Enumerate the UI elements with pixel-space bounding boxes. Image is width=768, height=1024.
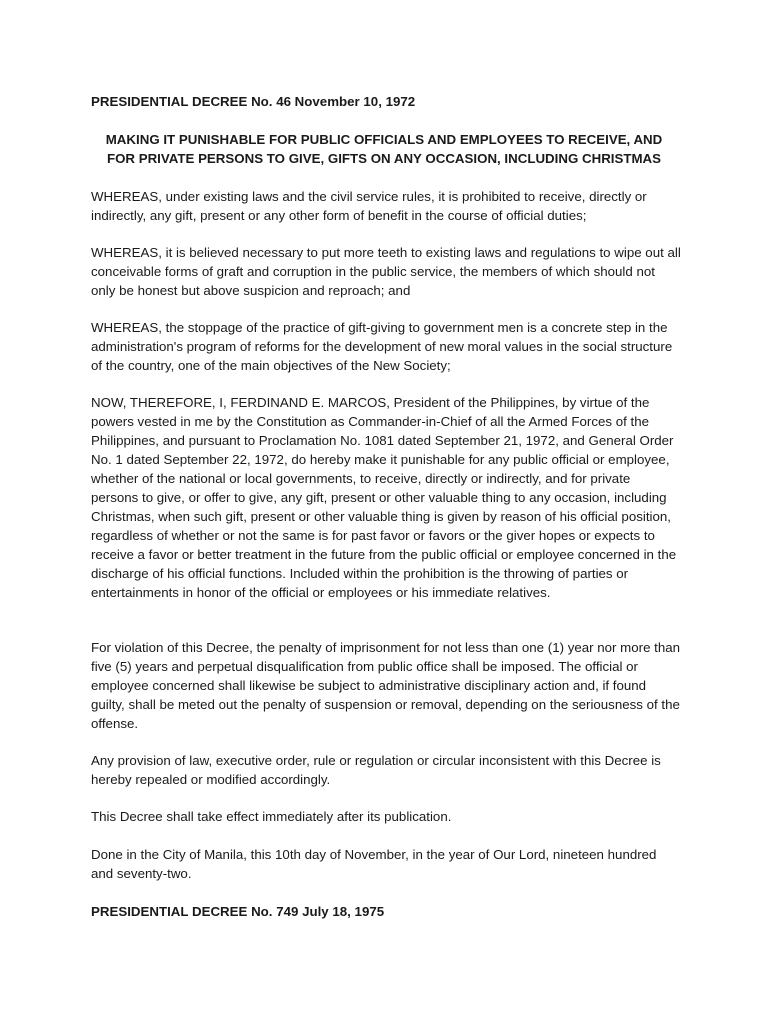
- now-therefore-paragraph: NOW, THEREFORE, I, FERDINAND E. MARCOS, President of the Philippines, by virtue of the powers vested in me by the Constitution as Commander-in-Chief of all the Armed Forces of the Philippines, and pursuant to Proclamation No. 1081 dated September 21, 1972, and General Order No. 1 dated September 22, 1972, do hereby make it punishable for any public official or employee, whether of the national or local governments, to receive, directly or indirectly, and for private persons to give, or offer to give, any gift, present or other valuable thing to any occasion, including Christmas, when such gift, present or other valuable thing is given by reason of his official position, regardless of whether or not the same is for past favor or favors or the giver hopes or expects to receive a favor or better treatment in the future from the public official or employee concerned in the discharge of his official functions. Included within the prohibition is the throwing of parties or entertainments in honor of the official or employees or his immediate relatives.: [91, 395, 677, 600]
- decree-title: MAKING IT PUNISHABLE FOR PUBLIC OFFICIALS AND EMPLOYEES TO RECEIVE, AND FOR PRIVATE PERSONS TO GIVE, GIFTS ON ANY OCCASION, INCLUDING CHRISTMAS: [105, 132, 663, 166]
- whereas-paragraph-3: WHEREAS, the stoppage of the practice of gift-giving to government men is a concrete step in the administration's program of reforms for the development of new moral values in the social structure of the country, one of the main objectives of the New Society;: [91, 320, 673, 373]
- repealing-clause-paragraph: Any provision of law, executive order, rule or regulation or circular inconsistent with this Decree is hereby repealed or modified accordingly.: [91, 753, 661, 787]
- whereas-paragraph-1: WHEREAS, under existing laws and the civil service rules, it is prohibited to receive, directly or indirectly, any gift, present or any other form of benefit in the course of official duties;: [91, 189, 647, 223]
- whereas-paragraph-2: WHEREAS, it is believed necessary to put more teeth to existing laws and regulations to wipe out all conceivable forms of graft and corruption in the public service, the members of which should not only be honest but above suspicion and reproach; and: [91, 245, 681, 298]
- next-decree-heading: PRESIDENTIAL DECREE No. 749 July 18, 1975: [91, 904, 385, 919]
- done-in-manila-paragraph: Done in the City of Manila, this 10th day of November, in the year of Our Lord, nineteen hundred and seventy-two.: [91, 847, 657, 881]
- effectivity-paragraph: This Decree shall take effect immediately after its publication.: [91, 809, 452, 824]
- penalty-paragraph: For violation of this Decree, the penalty of imprisonment for not less than one (1) year nor more than five (5) years and perpetual disqualification from public office shall be imposed. The official or employee concerned shall likewise be subject to administrative disciplinary action and, if found guilty, shall be meted out the penalty of suspension or removal, depending on the seriousness of the offense.: [91, 640, 681, 731]
- decree-heading: PRESIDENTIAL DECREE No. 46 November 10, 1972: [91, 94, 416, 109]
